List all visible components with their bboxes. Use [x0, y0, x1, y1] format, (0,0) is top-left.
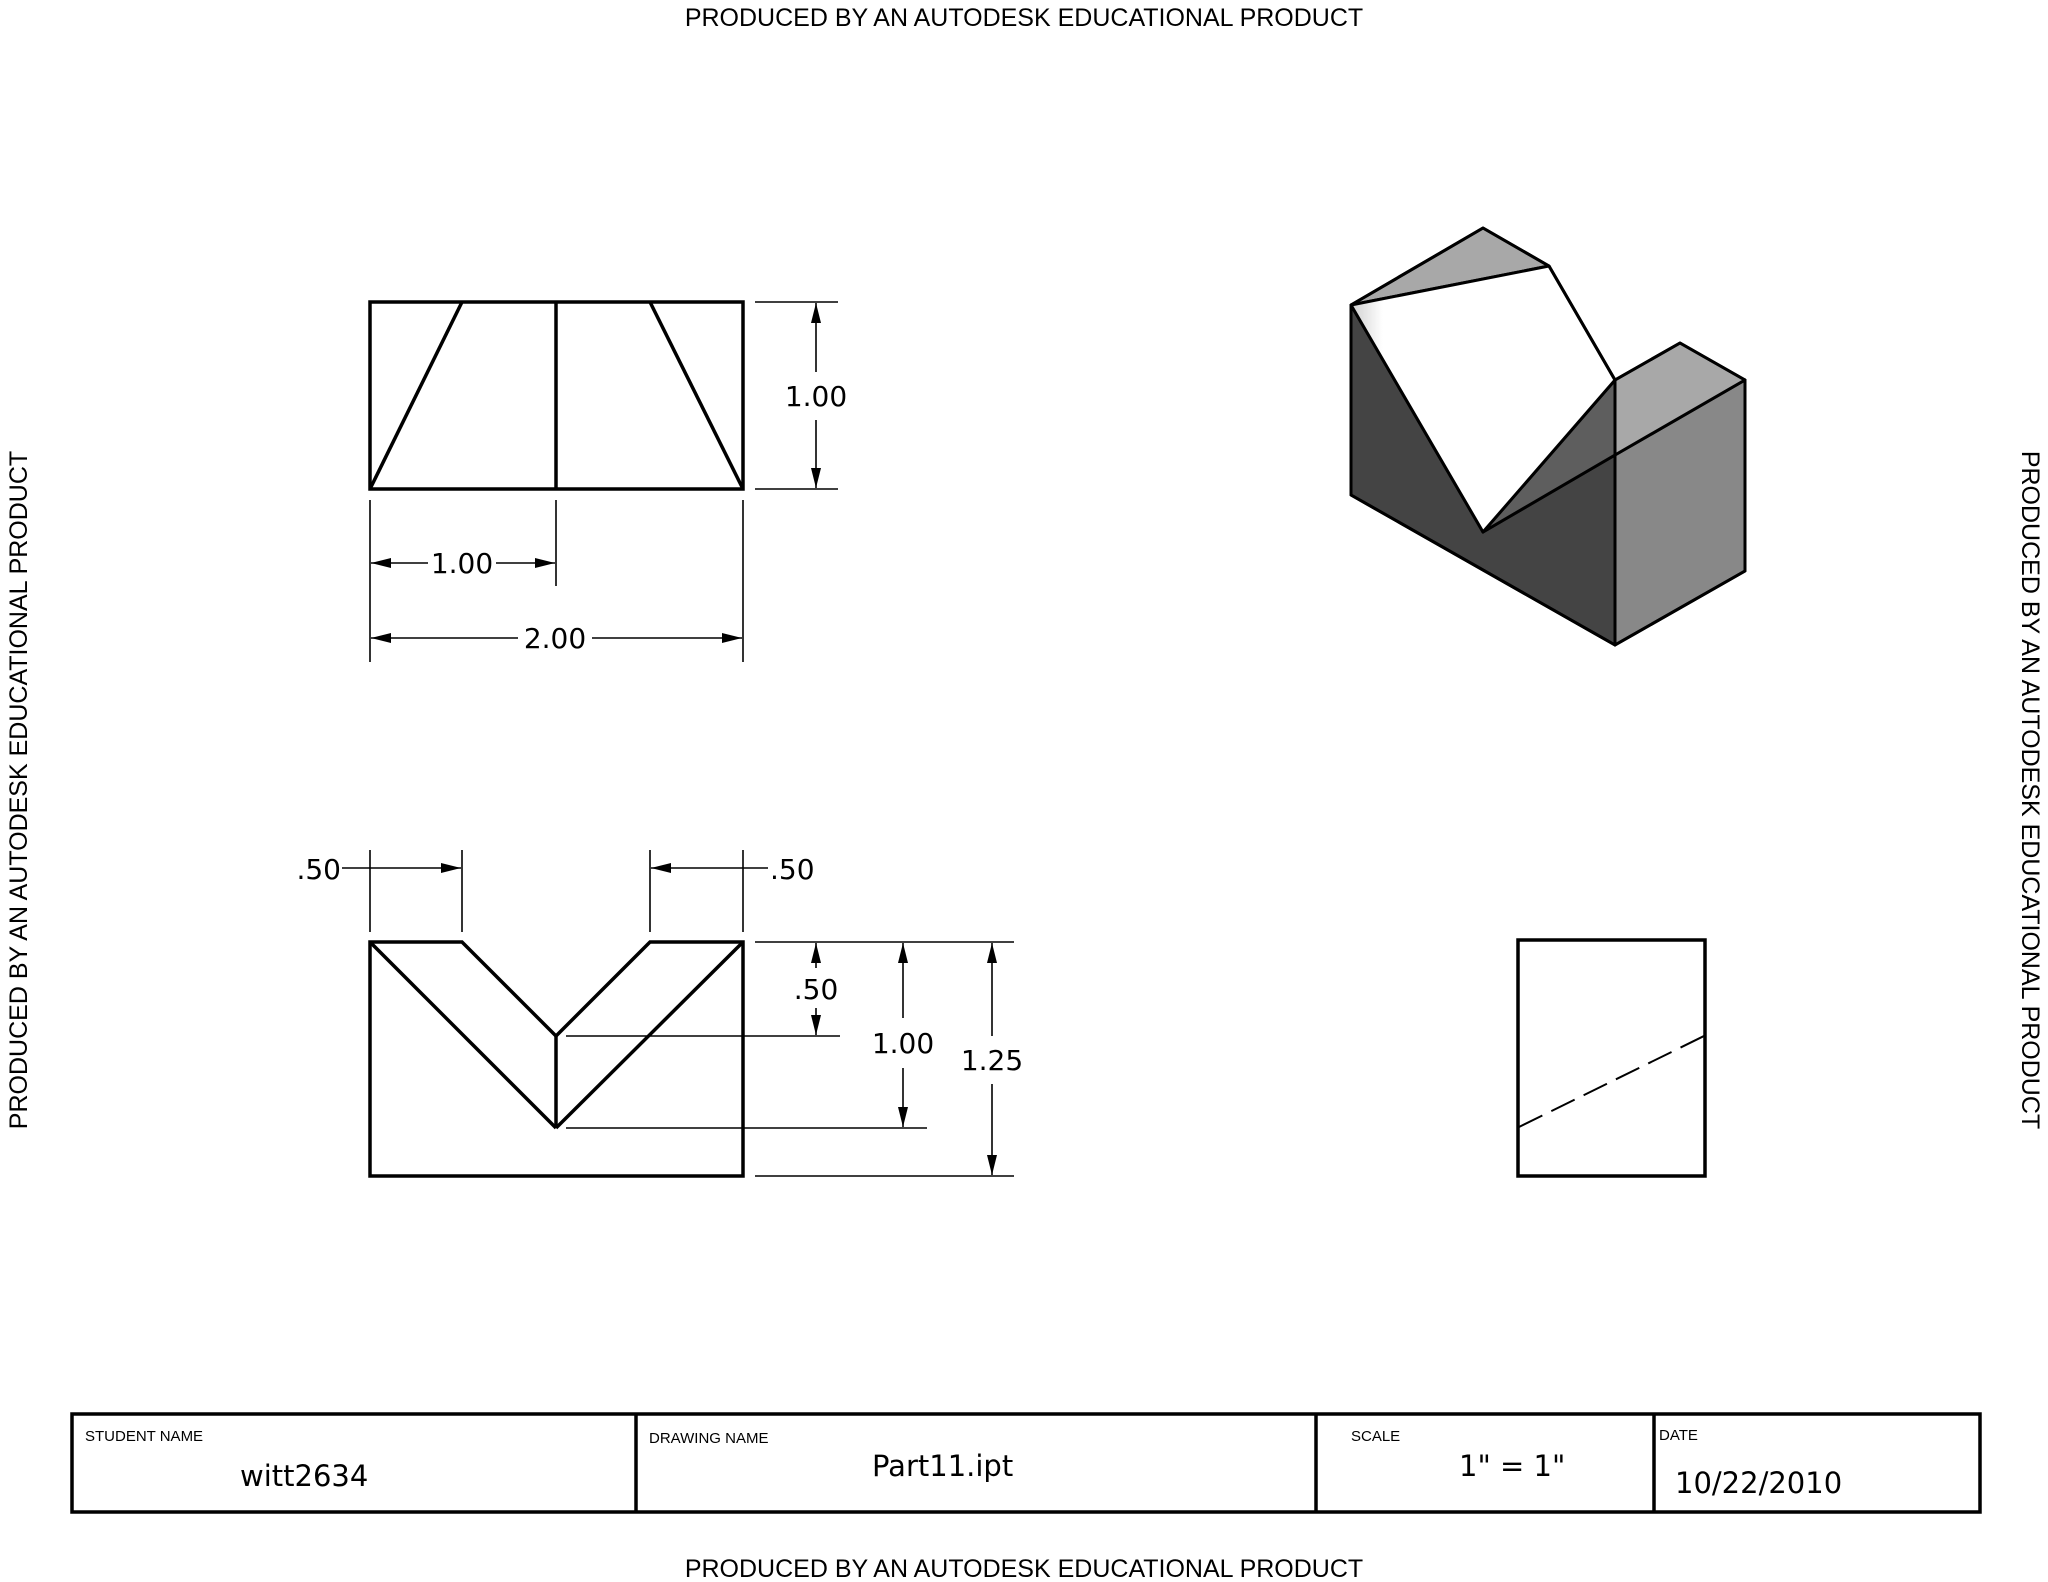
top-view-left-slope: [370, 302, 462, 489]
watermark-right: PRODUCED BY AN AUTODESK EDUCATIONAL PRODUCT: [2016, 450, 2044, 1130]
date-value: 10/22/2010: [1675, 1466, 1843, 1500]
scale-label: SCALE: [1351, 1428, 1401, 1445]
top-view: [370, 302, 847, 662]
watermark-left: PRODUCED BY AN AUTODESK EDUCATIONAL PRODUCT: [5, 450, 33, 1130]
scale-value: 1" = 1": [1459, 1449, 1566, 1483]
isometric-view: [1351, 228, 1745, 645]
front-view: [296, 850, 1023, 1176]
date-label: DATE: [1659, 1427, 1698, 1444]
drawing-name-label: DRAWING NAME: [649, 1430, 769, 1447]
side-view-hidden-line: [1519, 1036, 1704, 1127]
dim-front-left-offset: .50: [296, 853, 341, 886]
top-view-right-slope: [650, 302, 743, 489]
side-view-outline: [1518, 940, 1705, 1176]
drawing-name-value: Part11.ipt: [872, 1449, 1014, 1483]
dim-front-right-offset: .50: [770, 853, 815, 886]
watermark-top: PRODUCED BY AN AUTODESK EDUCATIONAL PRODUCT: [684, 4, 1364, 32]
dim-front-overall-height: 1.25: [960, 1044, 1024, 1077]
dim-front-notch-depth: .50: [793, 973, 839, 1006]
student-name-label: STUDENT NAME: [85, 1428, 204, 1445]
dim-front-vertex-depth: 1.00: [871, 1027, 935, 1060]
dim-top-height: 1.00: [784, 380, 848, 413]
side-view: [1518, 940, 1705, 1176]
dim-top-width: 2.00: [523, 622, 587, 655]
dim-top-half-width: 1.00: [430, 547, 494, 580]
front-view-right-edge: [556, 942, 743, 1128]
title-block: [72, 1414, 1980, 1512]
front-view-left-edge: [370, 942, 556, 1128]
student-name-value: witt2634: [240, 1459, 369, 1493]
watermark-bottom: PRODUCED BY AN AUTODESK EDUCATIONAL PRODUCT: [684, 1555, 1364, 1582]
